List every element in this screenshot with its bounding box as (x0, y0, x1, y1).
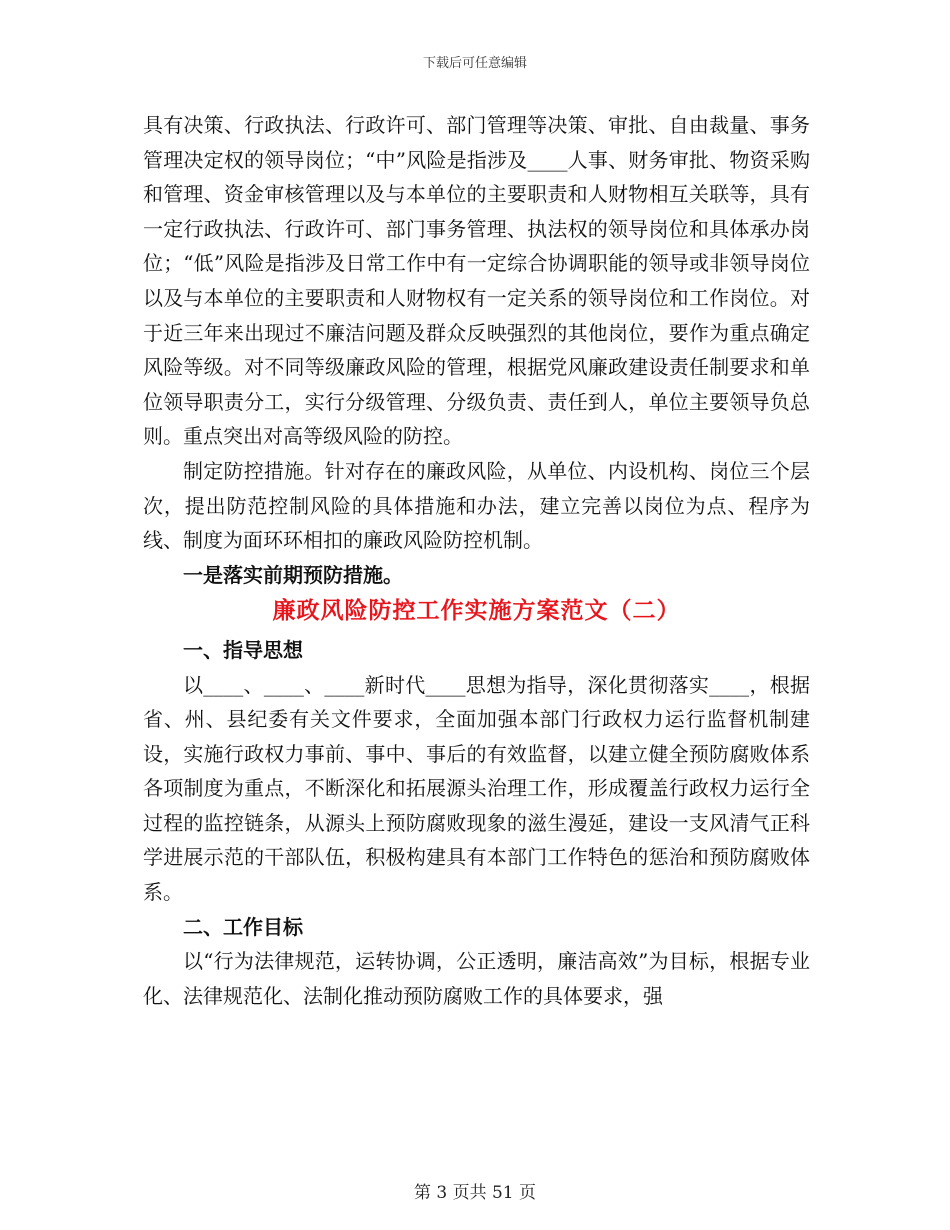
paragraph-risk-levels: 具有决策、行政执法、行政许可、部门管理等决策、审批、自由裁量、事务管理决定权的领导岗位；“中”风险是指涉及____人事、财务审批、物资采购和管理、资金审核管理以及与本单位的主要职责和人财物相互关联等，具有一定行政执法、行政许可、部门事务管理、执法权的领导岗位和具体承办岗位；“低”风险是指涉及日常工作中有一定综合协调职能的领导或非领导岗位以及与本单位的主要职责和人财物权有一定关系的领导岗位和工作岗位。对于近三年来出现过不廉洁问题及群众反映强烈的其他岗位，要作为重点确定风险等级。对不同等级廉政风险的管理，根据党风廉政建设责任制要求和单位领导职责分工，实行分级管理、分级负责、责任到人，单位主要领导负总则。重点突出对高等级风险的防控。 (143, 113, 810, 449)
paragraph-guiding-thought: 以____、____、____新时代____思想为指导，深化贯彻落实____，根据省、州、县纪委有关文件要求，全面加强本部门行政权力运行监督机制建设，实施行政权力事前、事中、事后的有效监督，以建立健全预防腐败体系各项制度为重点，不断深化和拓展源头治理工作，形成覆盖行政权力运行全过程的监控链条，从源头上预防腐败现象的滋生漫延，建设一支风清气正科学进展示范的干部队伍，积极构建具有本部门工作特色的惩治和预防腐败体系。 (143, 672, 810, 905)
page-header: 下载后可任意编辑 (422, 56, 527, 71)
heading-guiding-thought: 一、指导思想 (183, 637, 303, 662)
heading-work-goals: 二、工作目标 (183, 914, 303, 939)
paragraph-control-measures: 制定防控措施。针对存在的廉政风险，从单位、内设机构、岗位三个层次，提出防范控制风险的具体措施和办法，建立完善以岗位为点、程序为线、制度为面环环相扣的廉政风险防控机制。 (143, 458, 810, 553)
page-footer: 第 3 页共 51 页 (413, 1183, 537, 1203)
paragraph-work-goals: 以“行为法律规范，运转协调，公正透明，廉洁高效”为目标，根据专业化、法律规范化、法制化推动预防腐败工作的具体要求，强 (143, 949, 810, 1008)
paragraph-prevention: 一是落实前期预防措施。 (183, 562, 403, 587)
section-title: 廉政风险防控工作实施方案范文（二） (272, 597, 681, 625)
document-body (143, 108, 810, 1013)
